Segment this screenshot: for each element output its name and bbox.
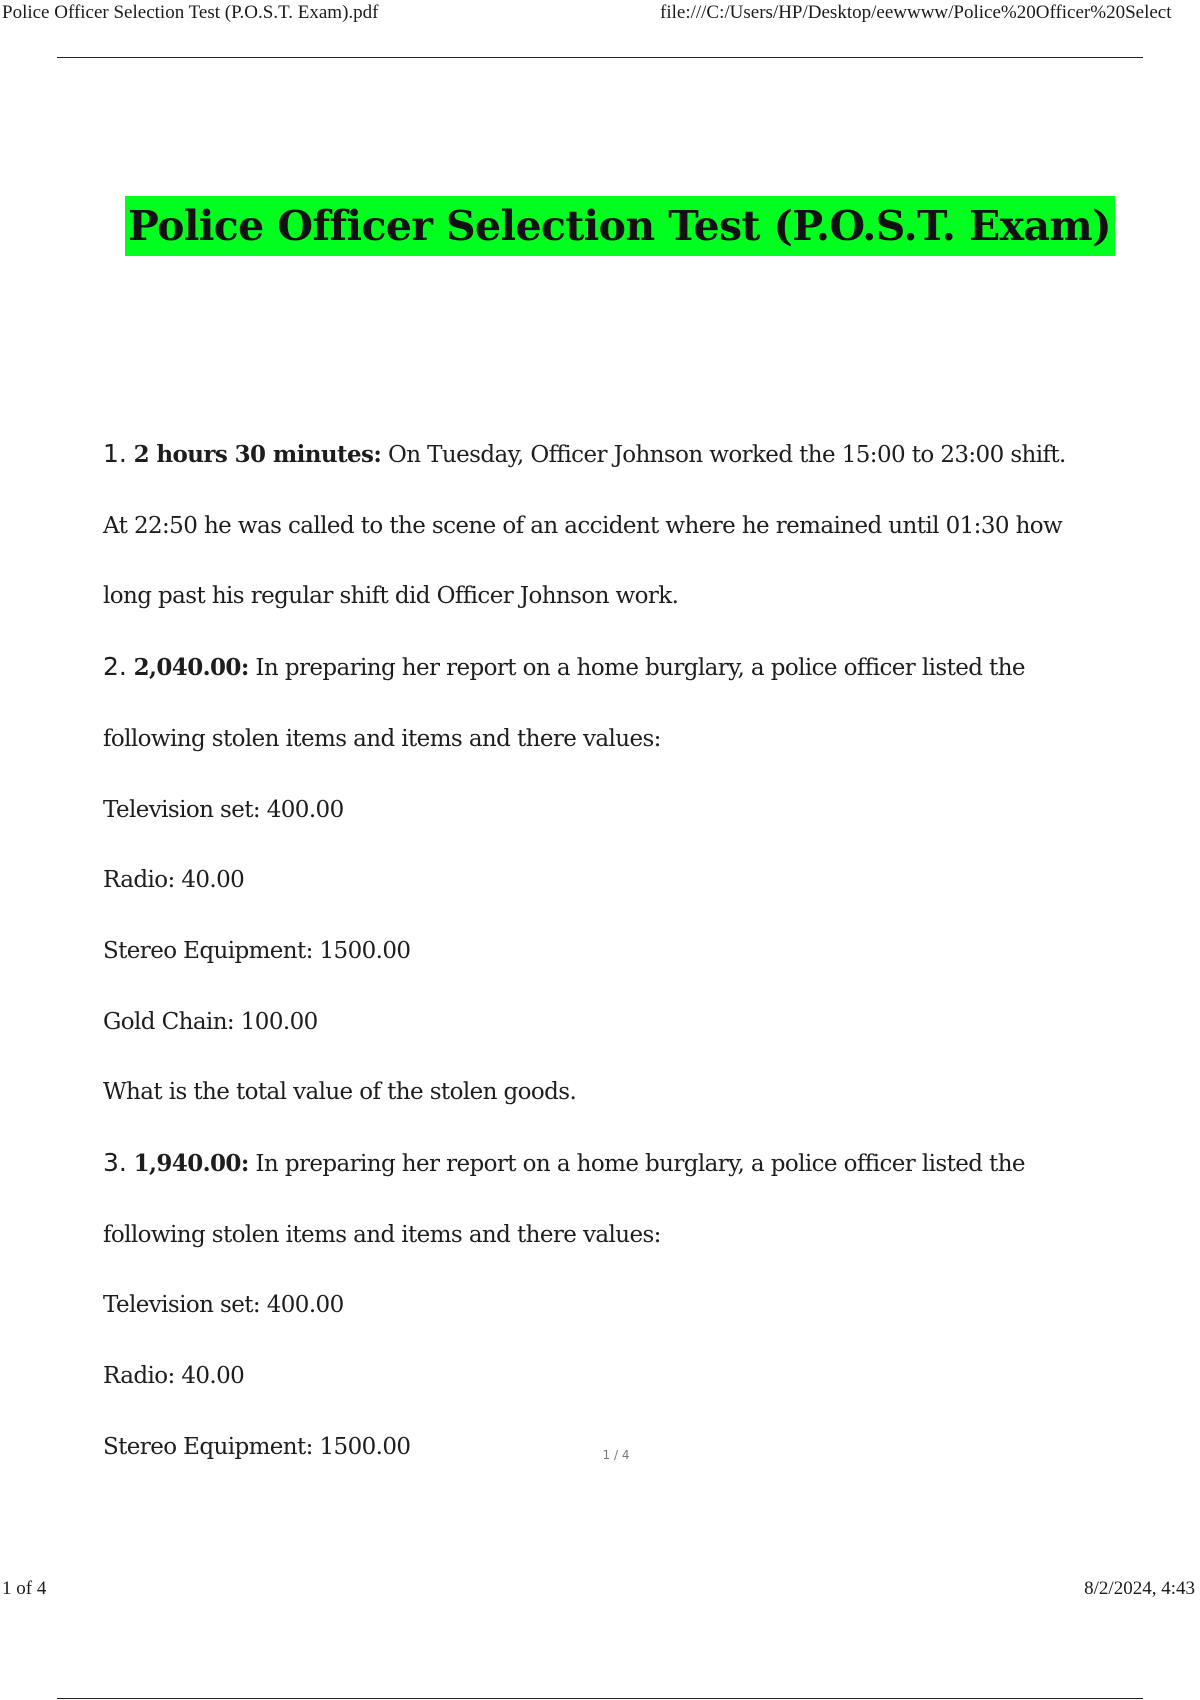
print-header-document-name: Police Officer Selection Test (P.O.S.T. Exam).pdf xyxy=(2,2,379,23)
question-list xyxy=(103,419,1103,1483)
page-indicator: 1 / 4 xyxy=(602,1448,630,1462)
question-2-item: Radio: 40.00 xyxy=(103,867,245,894)
footer-page-count: 1 of 4 xyxy=(2,1578,47,1599)
question-2 xyxy=(103,632,1103,774)
question-1-text: On Tuesday, Officer Johnson worked the 15:00 to 23:00 shift. At 22:50 he was called to the scene of an accident where he remained until 01:30 how long past his regular shift did Officer Johnson work. xyxy=(103,442,1066,610)
question-1 xyxy=(103,419,1093,632)
footer-divider xyxy=(57,1698,1143,1699)
question-3-number: 3. xyxy=(103,1148,127,1178)
question-2-item: Gold Chain: 100.00 xyxy=(103,1008,318,1035)
print-header-file-path: file:///C:/Users/HP/Desktop/eewwww/Police%20Officer%20Select xyxy=(660,2,1172,23)
question-2-closing: What is the total value of the stolen goods. xyxy=(103,1079,577,1106)
question-2-answer: 2,040.00: xyxy=(133,654,249,682)
question-3-text: In preparing her report on a home burglary, a police officer listed the following stolen items and items and there values: xyxy=(103,1151,1025,1248)
question-3-item: Television set: 400.00 xyxy=(103,1292,344,1319)
question-2-item: Stereo Equipment: 1500.00 xyxy=(103,937,411,964)
question-3-answer: 1,940.00: xyxy=(133,1150,249,1178)
question-3-item: Stereo Equipment: 1500.00 xyxy=(103,1433,411,1460)
question-2-number: 2. xyxy=(103,652,127,682)
question-2-text: In preparing her report on a home burglary, a police officer listed the following stolen items and items and there values: xyxy=(103,655,1025,752)
document-title: Police Officer Selection Test (P.O.S.T. Exam) xyxy=(125,196,1115,256)
question-1-number: 1. xyxy=(103,439,127,468)
question-2-item: Television set: 400.00 xyxy=(103,796,344,823)
question-1-answer: 2 hours 30 minutes: xyxy=(133,441,382,468)
question-3 xyxy=(103,1128,1103,1270)
footer-timestamp: 8/2/2024, 4:43 xyxy=(1084,1578,1195,1599)
title-container xyxy=(0,196,1200,256)
question-3-item: Radio: 40.00 xyxy=(103,1363,245,1390)
header-divider xyxy=(57,57,1143,58)
